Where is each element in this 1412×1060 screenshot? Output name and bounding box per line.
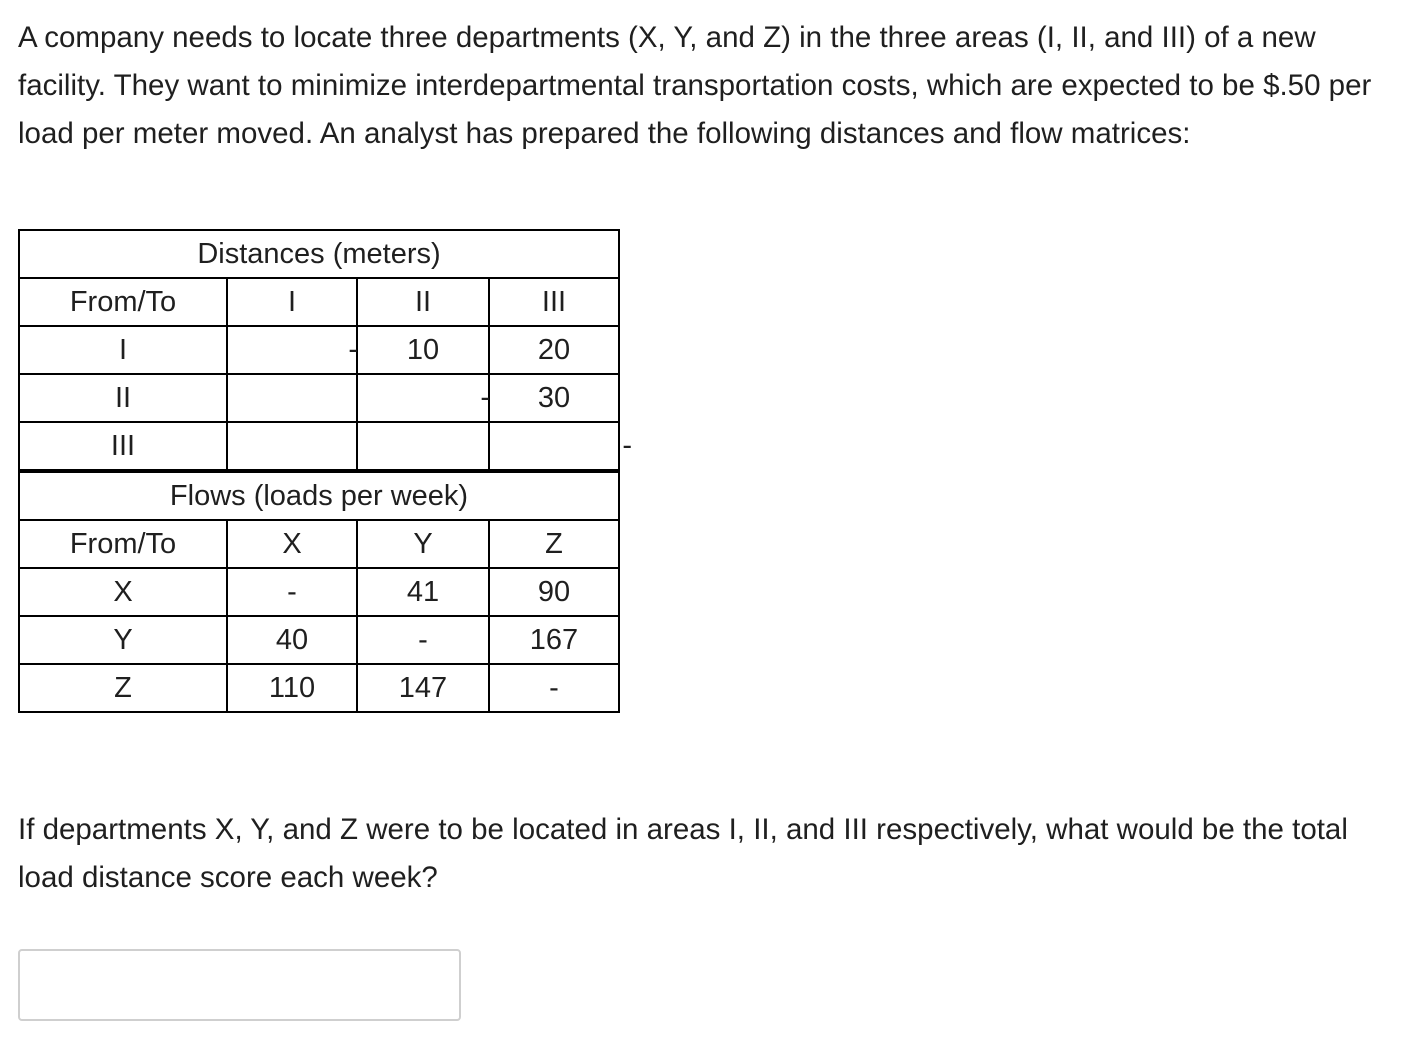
distances-header-ii: II [357,278,489,326]
distances-header-from-to: From/To [19,278,227,326]
flows-title-row [19,471,619,520]
distances-row-ii [19,374,619,422]
flows-cell-z-x: 110 [227,664,357,712]
distances-cell-i-ii: 10 [357,326,489,374]
distances-header-iii: III [489,278,619,326]
flows-header-z: Z [489,520,619,568]
flows-cell-x-x: - [227,568,357,616]
flows-cell-x-z: 90 [489,568,619,616]
distances-cell-value: - [480,381,490,414]
distances-cell-value: - [622,429,632,462]
flows-cell-y-x: 40 [227,616,357,664]
flows-row-z [19,664,619,712]
flows-cell-y-z: 167 [489,616,619,664]
distances-title-row [19,230,619,278]
flows-cell-z-z: - [489,664,619,712]
distances-cell-i-iii: 20 [489,326,619,374]
flows-row-x [19,568,619,616]
answer-input[interactable] [18,949,461,1021]
distances-cell-ii-iii: 30 [489,374,619,422]
distances-row-label: I [19,326,227,374]
flows-header-from-to: From/To [19,520,227,568]
distances-cell-value: - [348,333,358,366]
question-text: If departments X, Y, and Z were to be located in areas I, II, and III respectively, what would be the total load distance score each week? [18,813,1348,894]
distances-row-i [19,326,619,374]
distances-row-label: II [19,374,227,422]
distances-cell-iii-ii [357,422,489,471]
flows-cell-x-y: 41 [357,568,489,616]
distances-cell-ii-i [227,374,357,422]
flows-row-y [19,616,619,664]
flows-row-label: Y [19,616,227,664]
flows-header-y: Y [357,520,489,568]
distances-cell-iii-iii [489,422,632,471]
distances-title: Distances (meters) [19,230,619,278]
flows-row-label: Z [19,664,227,712]
distances-row-label: III [19,422,227,471]
flows-cell-z-y: 147 [357,664,489,712]
problem-intro: A company needs to locate three departments (X, Y, and Z) in the three areas (I, II, and III) of a new facility. They want to minimize interdepartmental transportation costs, which are expected to be $.50 per load per meter moved. An analyst has prepared the following distances and flow matrices: [18,21,1372,150]
distances-cell-iii-i [227,422,357,471]
flows-header-x: X [227,520,357,568]
distances-header-row [19,278,619,326]
distances-cell-i-i [227,326,357,374]
flows-header-row [19,520,619,568]
flows-title: Flows (loads per week) [19,471,619,520]
distances-row-iii [19,422,619,471]
distances-header-i: I [227,278,357,326]
matrices-table [18,229,632,713]
flows-cell-y-y: - [357,616,489,664]
flows-row-label: X [19,568,227,616]
distances-cell-ii-ii [357,374,489,422]
